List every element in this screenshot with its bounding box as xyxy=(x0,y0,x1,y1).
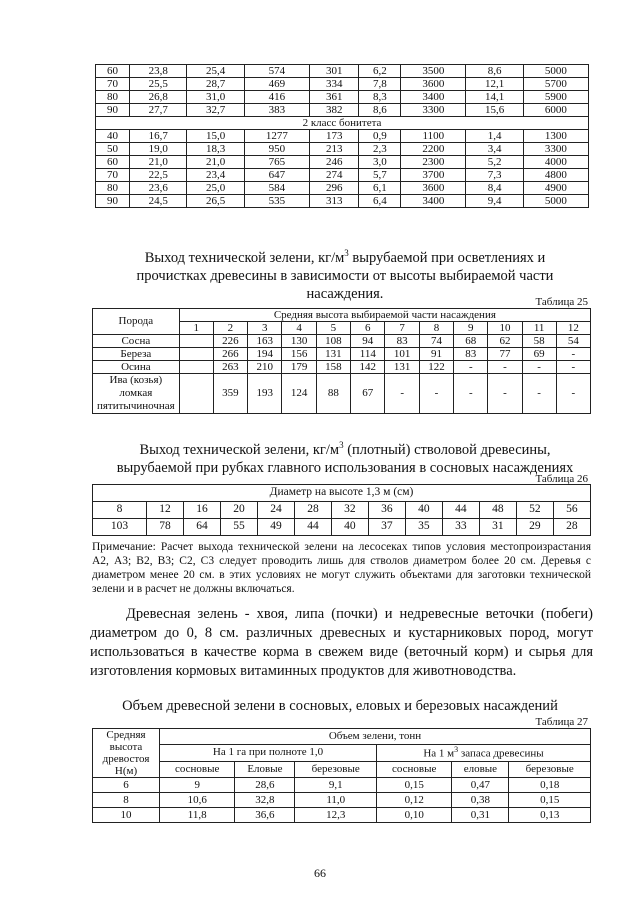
breed-name: Осина xyxy=(93,361,180,374)
table-cell: 10,6 xyxy=(160,793,235,808)
table-cell: 31,0 xyxy=(187,91,244,104)
table-cell: 416 xyxy=(244,91,309,104)
table-cell: 8,3 xyxy=(359,91,401,104)
table-cell: 19,0 xyxy=(130,143,187,156)
table-cell: 26,8 xyxy=(130,91,187,104)
diameter-cell: 40 xyxy=(405,502,442,519)
table-cell: 80 xyxy=(96,91,130,104)
heading-table26: Выход технической зелени, $кг/м^3$ (плотный) стволовой древесины, вырубаемой при рубках главного использования в сосновых насаждениях xyxy=(116,440,574,476)
table-cell: 7,3 xyxy=(466,169,523,182)
diameter-cell: 28 xyxy=(294,502,331,519)
table-cell: 24,5 xyxy=(130,195,187,208)
table-cell: 3,4 xyxy=(466,143,523,156)
table-cell: 296 xyxy=(309,182,359,195)
table-cell: 60 xyxy=(96,65,130,78)
table-cell: 54 xyxy=(556,335,590,348)
table-cell: 179 xyxy=(282,361,316,374)
value-cell: 33 xyxy=(442,519,479,536)
height-header: 5 xyxy=(316,322,350,335)
table-cell: 8,4 xyxy=(466,182,523,195)
table-cell: 0,12 xyxy=(377,793,452,808)
bonitet-table xyxy=(95,64,589,208)
table-cell: 3,0 xyxy=(359,156,401,169)
table-cell: - xyxy=(385,374,419,414)
table-cell: 9,1 xyxy=(295,778,377,793)
table-row xyxy=(96,182,589,195)
table-cell: 765 xyxy=(244,156,309,169)
table-cell: 58 xyxy=(522,335,556,348)
table-cell: 23,6 xyxy=(130,182,187,195)
table-row xyxy=(96,169,589,182)
value-cell: 35 xyxy=(405,519,442,536)
table-row xyxy=(93,793,591,808)
table-cell: 8,6 xyxy=(466,65,523,78)
table-cell: 6,2 xyxy=(359,65,401,78)
height-header: 4 xyxy=(282,322,316,335)
sub-per-m3: На 1 $м^3$ запаса древесины xyxy=(377,745,591,761)
table-row xyxy=(96,143,589,156)
value-cell: 49 xyxy=(257,519,294,536)
table-cell: 4900 xyxy=(523,182,588,195)
table-cell: 21,0 xyxy=(130,156,187,169)
table-cell: 313 xyxy=(309,195,359,208)
table-cell: 16,7 xyxy=(130,130,187,143)
table-cell: 15,6 xyxy=(466,104,523,117)
table-cell: 74 xyxy=(419,335,453,348)
section-label: 2 класс бонитета xyxy=(96,117,589,130)
table-cell: 2,3 xyxy=(359,143,401,156)
table-cell: - xyxy=(522,361,556,374)
value-cell: 28 xyxy=(553,519,590,536)
table-cell: - xyxy=(419,374,453,414)
value-cell: 55 xyxy=(220,519,257,536)
table-cell xyxy=(179,348,213,361)
diameter-cell: 8 xyxy=(93,502,147,519)
species-header: березовые xyxy=(509,761,591,777)
table-cell: 2300 xyxy=(401,156,466,169)
value-cell: 37 xyxy=(368,519,405,536)
table-cell: 0,38 xyxy=(452,793,509,808)
table-cell: 67 xyxy=(351,374,385,414)
table-cell: 27,7 xyxy=(130,104,187,117)
table-cell: 6,4 xyxy=(359,195,401,208)
table-cell: 1300 xyxy=(523,130,588,143)
table-cell xyxy=(179,374,213,414)
table-25 xyxy=(92,308,591,414)
table-27 xyxy=(92,728,591,823)
height-header: 9 xyxy=(454,322,488,335)
table-cell: 23,4 xyxy=(187,169,244,182)
table27-label: Таблица 27 xyxy=(535,716,588,728)
table-cell: 0,10 xyxy=(377,808,452,823)
table-cell: 94 xyxy=(351,335,385,348)
diameter-cell: 48 xyxy=(479,502,516,519)
table-26 xyxy=(92,484,591,536)
table-cell: - xyxy=(556,348,590,361)
table-cell: 70 xyxy=(96,169,130,182)
table-cell: 131 xyxy=(385,361,419,374)
table-cell: 194 xyxy=(248,348,282,361)
table-cell: 80 xyxy=(96,182,130,195)
table-row xyxy=(93,778,591,793)
table-cell: 193 xyxy=(248,374,282,414)
table-cell: 469 xyxy=(244,78,309,91)
col-group: Средняя высота выбираемой части насаждения xyxy=(179,309,590,322)
table-cell: 124 xyxy=(282,374,316,414)
species-header: березовые xyxy=(295,761,377,777)
table-cell: 22,5 xyxy=(130,169,187,182)
table-cell: 383 xyxy=(244,104,309,117)
table-cell: 8,6 xyxy=(359,104,401,117)
table-cell: 382 xyxy=(309,104,359,117)
value-cell: 103 xyxy=(93,519,147,536)
table-cell: 361 xyxy=(309,91,359,104)
table-cell: - xyxy=(556,361,590,374)
table-row xyxy=(96,65,589,78)
table-cell: 101 xyxy=(385,348,419,361)
paragraph: Древесная зелень - хвоя, липа (почки) и недревесные веточки (побеги) диаметром до 0, 8 см. различных древесных и кустарниковых пород, могут использоваться в качестве корма в свежем виде (веточный корм) и сырья для изготовления кормовых витаминных продуктов для животноводства. xyxy=(90,606,593,679)
table-cell: 68 xyxy=(454,335,488,348)
diameter-cell: 24 xyxy=(257,502,294,519)
table-cell: - xyxy=(454,361,488,374)
table-cell: 3400 xyxy=(401,195,466,208)
table-cell: 210 xyxy=(248,361,282,374)
value-cell: 64 xyxy=(184,519,221,536)
table-cell: 0,47 xyxy=(452,778,509,793)
table-cell: 158 xyxy=(316,361,350,374)
table-cell: 60 xyxy=(96,156,130,169)
table-row xyxy=(93,348,591,361)
value-cell: 29 xyxy=(516,519,553,536)
table-cell: 122 xyxy=(419,361,453,374)
table-cell: 26,5 xyxy=(187,195,244,208)
table-cell: 3400 xyxy=(401,91,466,104)
sub-per-ha: На 1 га при полноте 1,0 xyxy=(160,745,377,761)
table-cell: 28,6 xyxy=(235,778,295,793)
table-cell: 9 xyxy=(160,778,235,793)
table-cell: 574 xyxy=(244,65,309,78)
table-cell: 5900 xyxy=(523,91,588,104)
table-cell: 226 xyxy=(213,335,247,348)
breed-name: Ива (козья) ломкая пятитычиночная xyxy=(93,374,180,414)
table-row xyxy=(93,361,591,374)
table-cell: 950 xyxy=(244,143,309,156)
table-cell: 334 xyxy=(309,78,359,91)
table-cell: 0,15 xyxy=(377,778,452,793)
table-cell xyxy=(179,361,213,374)
table-cell: 25,5 xyxy=(130,78,187,91)
table-cell: 5,2 xyxy=(466,156,523,169)
table-cell: 246 xyxy=(309,156,359,169)
height-header: 6 xyxy=(351,322,385,335)
table-cell: 83 xyxy=(385,335,419,348)
diameter-cell: 32 xyxy=(331,502,368,519)
table-cell: 9,4 xyxy=(466,195,523,208)
table-cell: 0,31 xyxy=(452,808,509,823)
height-header: 1 xyxy=(179,322,213,335)
table-cell: 584 xyxy=(244,182,309,195)
col-group: Объем зелени, тонн xyxy=(160,729,591,745)
table-row xyxy=(96,104,589,117)
diameter-cell: 12 xyxy=(147,502,184,519)
diameter-cell: 44 xyxy=(442,502,479,519)
breed-name: Береза xyxy=(93,348,180,361)
table-cell: 0,13 xyxy=(509,808,591,823)
heading-table27: Объем древесной зелени в сосновых, еловых и березовых насаждений xyxy=(122,698,558,714)
table-cell: - xyxy=(522,374,556,414)
table-row xyxy=(96,91,589,104)
table-cell: 11,0 xyxy=(295,793,377,808)
table26-label: Таблица 26 xyxy=(535,473,588,485)
table-cell: 6 xyxy=(93,778,160,793)
page-number: 66 xyxy=(314,866,326,880)
table-cell: - xyxy=(488,361,522,374)
table-cell: - xyxy=(556,374,590,414)
table-cell: 40 xyxy=(96,130,130,143)
table-cell: 359 xyxy=(213,374,247,414)
table-cell: 32,7 xyxy=(187,104,244,117)
table-cell: 1277 xyxy=(244,130,309,143)
table-cell: 5000 xyxy=(523,195,588,208)
table-row xyxy=(96,156,589,169)
table-cell: 77 xyxy=(488,348,522,361)
table-cell: 88 xyxy=(316,374,350,414)
height-header: 8 xyxy=(419,322,453,335)
table-cell: 6000 xyxy=(523,104,588,117)
table-cell: 3500 xyxy=(401,65,466,78)
table-cell: 3600 xyxy=(401,78,466,91)
table-cell: 5,7 xyxy=(359,169,401,182)
height-header: 12 xyxy=(556,322,590,335)
table-cell: 91 xyxy=(419,348,453,361)
species-header: сосновые xyxy=(160,761,235,777)
table-cell: 28,7 xyxy=(187,78,244,91)
species-header: еловые xyxy=(452,761,509,777)
heading-table25: Выход технической зелени, $кг/м^3$ вырубаемой при осветлениях и прочистках древесины в зависимости от высоты выбираемой части насаждения. xyxy=(136,248,554,302)
table-cell: 263 xyxy=(213,361,247,374)
table-row xyxy=(96,78,589,91)
table-cell: 32,8 xyxy=(235,793,295,808)
height-header: 3 xyxy=(248,322,282,335)
table-cell: 50 xyxy=(96,143,130,156)
diameter-cell: 52 xyxy=(516,502,553,519)
height-header: 10 xyxy=(488,322,522,335)
table-cell xyxy=(179,335,213,348)
table-cell: 10 xyxy=(93,808,160,823)
table-cell: 3600 xyxy=(401,182,466,195)
height-header: 7 xyxy=(385,322,419,335)
table-cell: 0,9 xyxy=(359,130,401,143)
table-cell: 15,0 xyxy=(187,130,244,143)
table-cell: 647 xyxy=(244,169,309,182)
table-cell: 25,0 xyxy=(187,182,244,195)
value-cell: 40 xyxy=(331,519,368,536)
value-cell: 44 xyxy=(294,519,331,536)
diameter-cell: 16 xyxy=(184,502,221,519)
table-cell: 108 xyxy=(316,335,350,348)
table-cell: - xyxy=(488,374,522,414)
note: Примечание: Расчет выхода технической зелени на лесосеках типов условия местопроизрастания А2, А3; В2, В3; С2, С3 следует проводить лишь для стволов диаметром более 20 см. Деревья с диаметром менее 20 см. в этих условиях не могут служить объектами для заготовки технической зелени и в расчет не должны включаться. xyxy=(92,541,591,595)
table-row xyxy=(96,130,589,143)
height-header: 11 xyxy=(522,322,556,335)
table-cell: 535 xyxy=(244,195,309,208)
species-header: сосновые xyxy=(377,761,452,777)
table-cell: 173 xyxy=(309,130,359,143)
table-cell: 5000 xyxy=(523,65,588,78)
table-cell: 130 xyxy=(282,335,316,348)
table-cell: 301 xyxy=(309,65,359,78)
table-cell: 12,1 xyxy=(466,78,523,91)
table-cell: 69 xyxy=(522,348,556,361)
table-cell: 0,15 xyxy=(509,793,591,808)
species-header: Еловые xyxy=(235,761,295,777)
table25-label: Таблица 25 xyxy=(535,296,588,308)
table-row xyxy=(93,335,591,348)
table-cell: - xyxy=(454,374,488,414)
breed-name: Сосна xyxy=(93,335,180,348)
table-cell: 4000 xyxy=(523,156,588,169)
table-cell: 2200 xyxy=(401,143,466,156)
table-cell: 163 xyxy=(248,335,282,348)
table-row xyxy=(93,808,591,823)
table-cell: 18,3 xyxy=(187,143,244,156)
table-cell: 1100 xyxy=(401,130,466,143)
table-cell: 114 xyxy=(351,348,385,361)
table-cell: 5700 xyxy=(523,78,588,91)
table-cell: 213 xyxy=(309,143,359,156)
table-cell: 0,18 xyxy=(509,778,591,793)
table-cell: 83 xyxy=(454,348,488,361)
table-cell: 8 xyxy=(93,793,160,808)
table-cell: 36,6 xyxy=(235,808,295,823)
table-cell: 62 xyxy=(488,335,522,348)
value-cell: 31 xyxy=(479,519,516,536)
table-cell: 3700 xyxy=(401,169,466,182)
table-cell: 12,3 xyxy=(295,808,377,823)
diameter-cell: 36 xyxy=(368,502,405,519)
table-cell: 70 xyxy=(96,78,130,91)
table-cell: 131 xyxy=(316,348,350,361)
table-cell: 3300 xyxy=(523,143,588,156)
table-cell: 11,8 xyxy=(160,808,235,823)
value-cell: 78 xyxy=(147,519,184,536)
diameter-header: Диаметр на высоте 1,3 м (см) xyxy=(93,485,591,502)
table-row xyxy=(93,374,591,414)
col-height: Средняя высота древостоя Н(м) xyxy=(93,729,160,778)
table-cell: 266 xyxy=(213,348,247,361)
table-cell: 90 xyxy=(96,104,130,117)
table-cell: 6,1 xyxy=(359,182,401,195)
diameter-cell: 56 xyxy=(553,502,590,519)
table-cell: 21,0 xyxy=(187,156,244,169)
diameter-cell: 20 xyxy=(220,502,257,519)
table-row xyxy=(96,195,589,208)
table-cell: 3300 xyxy=(401,104,466,117)
col-breed: Порода xyxy=(93,309,180,335)
table-cell: 4800 xyxy=(523,169,588,182)
table-cell: 23,8 xyxy=(130,65,187,78)
table-cell: 156 xyxy=(282,348,316,361)
table-cell: 7,8 xyxy=(359,78,401,91)
table-cell: 90 xyxy=(96,195,130,208)
table-cell: 274 xyxy=(309,169,359,182)
table-cell: 25,4 xyxy=(187,65,244,78)
table-cell: 142 xyxy=(351,361,385,374)
height-header: 2 xyxy=(213,322,247,335)
table-cell: 14,1 xyxy=(466,91,523,104)
table-cell: 1,4 xyxy=(466,130,523,143)
